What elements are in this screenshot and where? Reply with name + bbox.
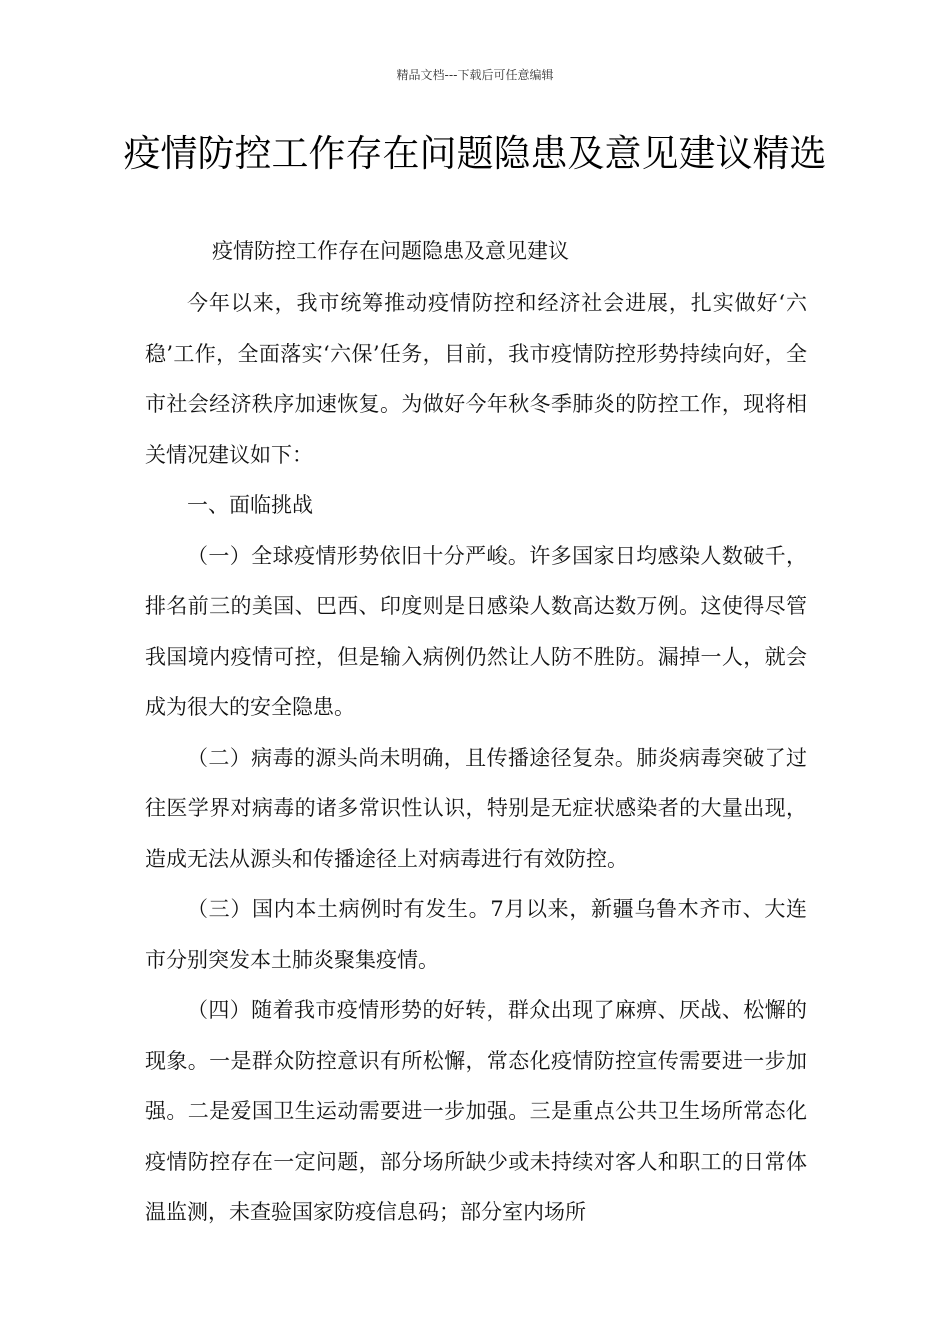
document-title: 疫情防控工作存在问题隐患及意见建议精选 (123, 132, 827, 175)
paragraph-item-4: （四）随着我市疫情形势的好转，群众出现了麻痹、厌战、松懈的现象。一是群众防控意识有所松懈，常态化疫情防控宣传需要进一步加强。二是爱国卫生运动需要进一步加强。三是重点公共卫生场所常态化疫情防控存在一定问题，部分场所缺少或未持续对客人和职工的日常体温监测，未查验国家防疫信息码；部分室内场所 (145, 998, 807, 1224)
paragraph-item-2: （二）病毒的源头尚未明确，且传播途径复杂。肺炎病毒突破了过往医学界对病毒的诸多常识性认识，特别是无症状感染者的大量出现，造成无法从源头和传播途径上对病毒进行有效防控。 (145, 745, 807, 871)
paragraph-item-3: （三）国内本土病例时有发生。7月以来，新疆乌鲁木齐市、大连市分别突发本土肺炎聚集疫情。 (145, 897, 807, 972)
header-note: 精品文档---下载后可任意编辑 (396, 68, 554, 82)
document-subtitle: 疫情防控工作存在问题隐患及意见建议 (212, 239, 569, 263)
document-body (145, 278, 807, 1238)
section-heading: 一、面临挑战 (187, 493, 313, 517)
paragraph-item-1: （一）全球疫情形势依旧十分严峻。许多国家日均感染人数破千，排名前三的美国、巴西、印度则是日感染人数高达数万例。这使得尽管我国境内疫情可控，但是输入病例仍然让人防不胜防。漏掉一人，就会成为很大的安全隐患。 (145, 543, 807, 719)
paragraph-intro: 今年以来，我市统筹推动疫情防控和经济社会进展，扎实做好‘六稳’工作，全面落实‘六保’任务，目前，我市疫情防控形势持续向好，全市社会经济秩序加速恢复。为做好今年秋冬季肺炎的防控工作，现将相关情况建议如下： (145, 291, 807, 467)
